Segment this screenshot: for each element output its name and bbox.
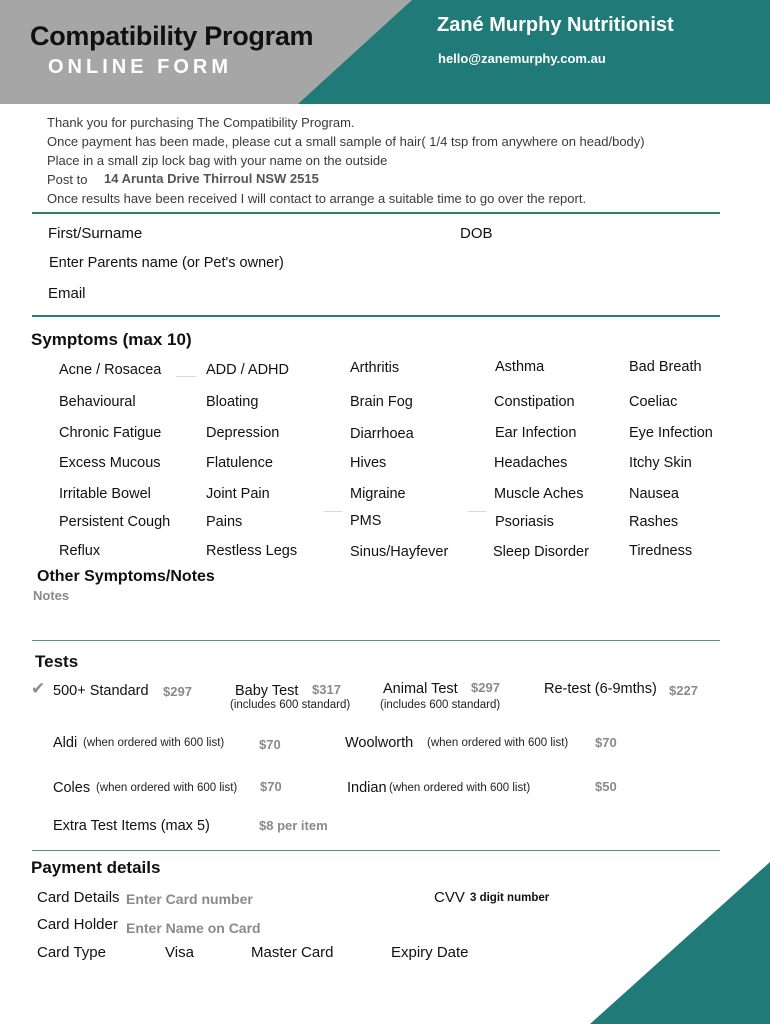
woolworth-test-price: $70 <box>595 735 617 750</box>
symptom-option[interactable]: Reflux <box>59 543 101 559</box>
checkbox-line <box>176 376 196 377</box>
checkbox-line <box>468 511 486 512</box>
symptom-option[interactable]: Nausea <box>629 486 679 502</box>
symptom-option[interactable]: Acne / Rosacea <box>59 362 162 378</box>
symptom-option[interactable]: Hives <box>350 455 387 471</box>
corner-decoration <box>590 862 770 1024</box>
visa-option[interactable]: Visa <box>165 944 194 961</box>
symptom-option[interactable]: Persistent Cough <box>59 514 171 530</box>
symptom-option[interactable]: PMS <box>350 513 382 529</box>
symptom-option[interactable]: Pains <box>206 514 243 530</box>
card-details-label: Card Details <box>37 889 120 906</box>
checkmark-icon: ✔ <box>31 679 46 698</box>
indian-test-note: (when ordered with 600 list) <box>389 782 531 794</box>
notes-input[interactable]: Notes <box>33 588 70 603</box>
dob-field-label[interactable]: DOB <box>460 225 493 242</box>
symptom-option[interactable]: Headaches <box>494 455 568 471</box>
divider <box>32 640 720 641</box>
symptom-option[interactable]: Sinus/Hayfever <box>350 544 449 560</box>
symptom-option[interactable]: Diarrhoea <box>350 426 414 442</box>
symptom-option[interactable]: Bad Breath <box>629 359 702 375</box>
symptom-option[interactable]: Arthritis <box>350 360 400 376</box>
baby-test-price: $317 <box>312 682 341 697</box>
parent-name-field-label[interactable]: Enter Parents name (or Pet's owner) <box>49 255 284 271</box>
symptom-option[interactable]: ADD / ADHD <box>206 362 289 378</box>
standard-test-option[interactable]: 500+ Standard <box>53 683 149 699</box>
expiry-date-field[interactable]: Expiry Date <box>391 944 469 961</box>
intro-line-2: Once payment has been made, please cut a small sample of hair( 1/4 tsp from anywhere on head/body) <box>47 134 645 149</box>
name-field-label[interactable]: First/Surname <box>48 225 143 242</box>
contact-email-link[interactable]: hello@zanemurphy.com.au <box>438 51 606 66</box>
symptom-option[interactable]: Brain Fog <box>350 394 413 410</box>
intro-line-5: Once results have been received I will contact to arrange a suitable time to go over the report. <box>47 191 587 206</box>
form-title: Compatibility Program <box>30 21 314 51</box>
symptom-option[interactable]: Bloating <box>206 394 259 410</box>
intro-line-3: Place in a small zip lock bag with your name on the outside <box>47 153 388 168</box>
card-number-input[interactable]: Enter Card number <box>126 891 253 907</box>
mastercard-option[interactable]: Master Card <box>251 944 334 961</box>
coles-test-price: $70 <box>260 779 282 794</box>
cvv-label: CVV <box>434 889 465 906</box>
postal-address: 14 Arunta Drive Thirroul NSW 2515 <box>104 171 319 186</box>
tests-heading: Tests <box>35 652 79 671</box>
symptom-option[interactable]: Sleep Disorder <box>493 544 589 560</box>
form-subtitle: ONLINE FORM <box>48 56 232 78</box>
standard-test-price: $297 <box>163 684 192 699</box>
symptom-option[interactable]: Coeliac <box>629 394 678 410</box>
extra-test-items-option[interactable]: Extra Test Items (max 5) <box>53 818 210 834</box>
symptom-option[interactable]: Asthma <box>495 359 545 375</box>
retest-price: $227 <box>669 683 698 698</box>
retest-option[interactable]: Re-test (6-9mths) <box>544 681 657 697</box>
divider <box>32 850 720 851</box>
indian-test-price: $50 <box>595 779 617 794</box>
cvv-input[interactable]: 3 digit number <box>470 892 550 904</box>
symptom-option[interactable]: Excess Mucous <box>59 455 161 471</box>
symptom-option[interactable]: Joint Pain <box>206 486 270 502</box>
intro-line-1: Thank you for purchasing The Compatibility Program. <box>47 115 355 130</box>
aldi-test-option[interactable]: Aldi <box>53 735 78 751</box>
card-holder-input[interactable]: Enter Name on Card <box>126 920 261 936</box>
checkbox-line <box>324 511 342 512</box>
animal-test-price: $297 <box>471 680 500 695</box>
symptom-option[interactable]: Depression <box>206 425 280 441</box>
woolworth-test-option[interactable]: Woolworth <box>345 735 414 751</box>
symptom-option[interactable]: Migraine <box>350 486 406 502</box>
symptom-option[interactable]: Eye Infection <box>629 425 713 441</box>
symptom-option[interactable]: Ear Infection <box>495 425 577 441</box>
woolworth-test-note: (when ordered with 600 list) <box>427 737 569 749</box>
card-type-label: Card Type <box>37 944 106 961</box>
aldi-test-price: $70 <box>259 737 281 752</box>
baby-test-note: (includes 600 standard) <box>230 699 351 711</box>
email-field-label[interactable]: Email <box>48 285 86 302</box>
symptom-option[interactable]: Psoriasis <box>495 514 554 530</box>
animal-test-option[interactable]: Animal Test <box>383 681 458 697</box>
divider <box>32 212 720 214</box>
symptom-option[interactable]: Flatulence <box>206 455 273 471</box>
symptom-option[interactable]: Irritable Bowel <box>59 486 151 502</box>
card-holder-label: Card Holder <box>37 916 118 933</box>
indian-test-option[interactable]: Indian <box>347 780 387 796</box>
payment-heading: Payment details <box>31 858 161 877</box>
coles-test-note: (when ordered with 600 list) <box>96 782 238 794</box>
symptom-option[interactable]: Tiredness <box>629 543 693 559</box>
brand-name: Zané Murphy Nutritionist <box>437 14 674 36</box>
symptom-option[interactable]: Behavioural <box>59 394 136 410</box>
symptom-option[interactable]: Chronic Fatigue <box>59 425 162 441</box>
coles-test-option[interactable]: Coles <box>53 780 91 796</box>
post-to-label: Post to <box>47 172 88 187</box>
symptoms-heading: Symptoms (max 10) <box>31 330 192 349</box>
animal-test-note: (includes 600 standard) <box>380 699 501 711</box>
symptom-option[interactable]: Constipation <box>494 394 575 410</box>
extra-test-items-price: $8 per item <box>259 818 328 833</box>
aldi-test-note: (when ordered with 600 list) <box>83 737 225 749</box>
divider <box>32 315 720 317</box>
symptom-option[interactable]: Restless Legs <box>206 543 298 559</box>
symptom-option[interactable]: Itchy Skin <box>629 455 692 471</box>
other-symptoms-heading: Other Symptoms/Notes <box>37 568 215 585</box>
symptom-option[interactable]: Rashes <box>629 514 679 530</box>
baby-test-option[interactable]: Baby Test <box>235 683 299 699</box>
symptom-option[interactable]: Muscle Aches <box>494 486 584 502</box>
